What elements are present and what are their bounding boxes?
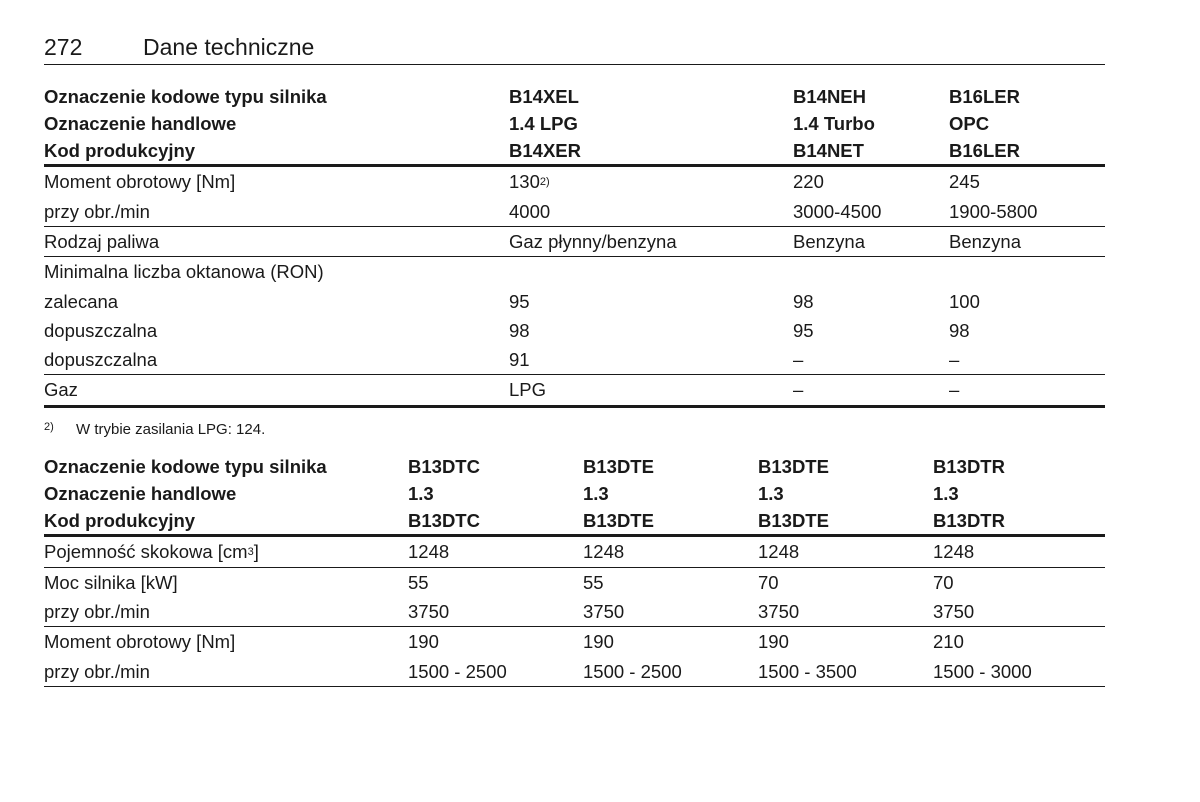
header-cell: B14XEL [509,86,579,107]
table-row [44,316,1105,345]
table-cell: 1248 [408,536,583,567]
engine-spec-table-diesel [44,454,1105,687]
table-cell: 1500 - 2500 [408,657,583,687]
table-row [44,226,1105,256]
table-cell: – [793,349,804,371]
header-cell: 1.3 [933,482,959,504]
row-label: Rodzaj paliwa [44,226,509,256]
table-row [44,657,1105,687]
header-cell: B13DTC [408,509,480,531]
table-row [44,597,1105,627]
header-cell: B13DTE [758,456,829,477]
table-cell: 1900-5800 [949,200,1038,222]
footnote-mark: 2) [44,421,54,433]
table-cell: 98 [949,319,970,341]
table-row [44,567,1105,597]
row-label: Moc silnika [kW] [44,567,408,597]
table-row [44,627,1105,657]
table-cell: 190 [758,627,933,657]
table-cell: 210 [933,627,1105,657]
header-cell: B16LER [949,86,1020,107]
table-cell: 3750 [583,600,625,622]
table-cell: Benzyna [949,226,1105,256]
row-label: Moment obrotowy [Nm] [44,627,408,657]
unit-exponent: 3 [247,546,254,559]
table-cell: 98 [509,319,530,341]
table-cell: 100 [949,290,980,312]
table-cell: 95 [793,319,814,341]
row-label: Gaz [44,375,509,406]
footnote [44,421,265,438]
header-cell: Kod produkcyjny [44,139,196,161]
footnote-text: W trybie zasilania LPG: 124. [76,421,266,438]
table-header-row [44,508,1105,536]
table-cell: – [949,375,1105,406]
table-cell: – [793,375,949,406]
header-cell: B14NET [793,139,864,161]
header-cell: Oznaczenie handlowe [44,482,237,504]
table-row [44,197,1105,227]
table-cell: 55 [583,567,758,597]
label-text-end: ] [253,541,259,563]
table-header-row [44,111,1105,138]
row-label: zalecana [44,290,119,312]
row-label: dopuszczalna [44,349,158,371]
header-cell: 1.3 [758,482,784,504]
table-cell: Gaz płynny/benzyna [509,226,793,256]
table-cell: 70 [933,567,1105,597]
table-cell [793,257,949,287]
header-cell: 1.3 [583,482,609,504]
header-cell: 1.4 Turbo [793,112,875,134]
table-cell: 1500 - 3500 [758,657,933,687]
table-cell: 3000-4500 [793,200,882,222]
table-cell: LPG [509,375,793,406]
table-cell: 95 [509,290,530,312]
table-header-row [44,481,1105,508]
table-cell: 4000 [509,200,551,222]
table-row [44,166,1105,197]
section-title: Dane techniczne [143,34,315,60]
table-cell: Benzyna [793,226,949,256]
table-cell [509,257,793,287]
header-cell: 1.4 LPG [509,112,578,134]
header-cell: B13DTC [408,456,480,477]
header-cell: B14XER [509,139,581,161]
header-cell: B16LER [949,139,1020,161]
row-label: przy obr./min [44,600,150,622]
header-cell: OPC [949,112,990,134]
table-cell: 3750 [758,600,800,622]
header-cell: B13DTE [583,509,654,531]
table-cell: 245 [949,166,1105,197]
header-cell: Oznaczenie kodowe typu silnika [44,86,327,107]
footnote-ref: 2) [539,176,550,189]
header-divider [44,64,1105,65]
header-cell: B13DTE [583,456,654,477]
table-row [44,345,1105,375]
table-cell: 3750 [408,600,450,622]
row-label: przy obr./min [44,657,408,687]
row-label: przy obr./min [44,200,150,222]
header-cell: B13DTR [933,509,1005,531]
table-cell: 220 [793,166,949,197]
page-header [44,34,1105,61]
table-cell: 1248 [933,536,1105,567]
row-label [44,536,408,567]
table-header-row [44,454,1105,481]
table-header-row [44,138,1105,166]
header-cell: B13DTE [758,509,829,531]
row-label: Moment obrotowy [Nm] [44,166,509,197]
table-cell [949,257,1105,287]
table-cell: 98 [793,290,814,312]
page-number: 272 [44,34,83,60]
table-cell: 190 [583,627,758,657]
header-cell: B13DTR [933,456,1005,477]
table-cell: 91 [509,349,530,371]
table-cell: – [949,349,960,371]
table-row [44,536,1105,567]
cell-value: 130 [509,171,540,193]
table-cell: 1248 [583,536,758,567]
header-cell: Oznaczenie handlowe [44,112,237,134]
table-cell: 1500 - 3000 [933,657,1105,687]
table-cell [509,166,793,197]
table-cell: 1248 [758,536,933,567]
table-cell: 55 [408,567,583,597]
row-label: dopuszczalna [44,319,158,341]
table-row [44,375,1105,406]
table-cell: 190 [408,627,583,657]
header-cell: Oznaczenie kodowe typu silnika [44,456,327,477]
header-cell: B14NEH [793,86,866,107]
row-label: Minimalna liczba oktanowa (RON) [44,257,509,287]
label-text: Pojemność skokowa [cm [44,541,248,563]
table-cell: 70 [758,567,933,597]
table-row [44,257,1105,287]
table-header-row [44,84,1105,111]
table-row [44,287,1105,316]
engine-spec-table-petrol [44,84,1105,408]
header-cell: Kod produkcyjny [44,509,196,531]
table-cell: 1500 - 2500 [583,657,758,687]
header-cell: 1.3 [408,482,434,504]
table-cell: 3750 [933,600,975,622]
